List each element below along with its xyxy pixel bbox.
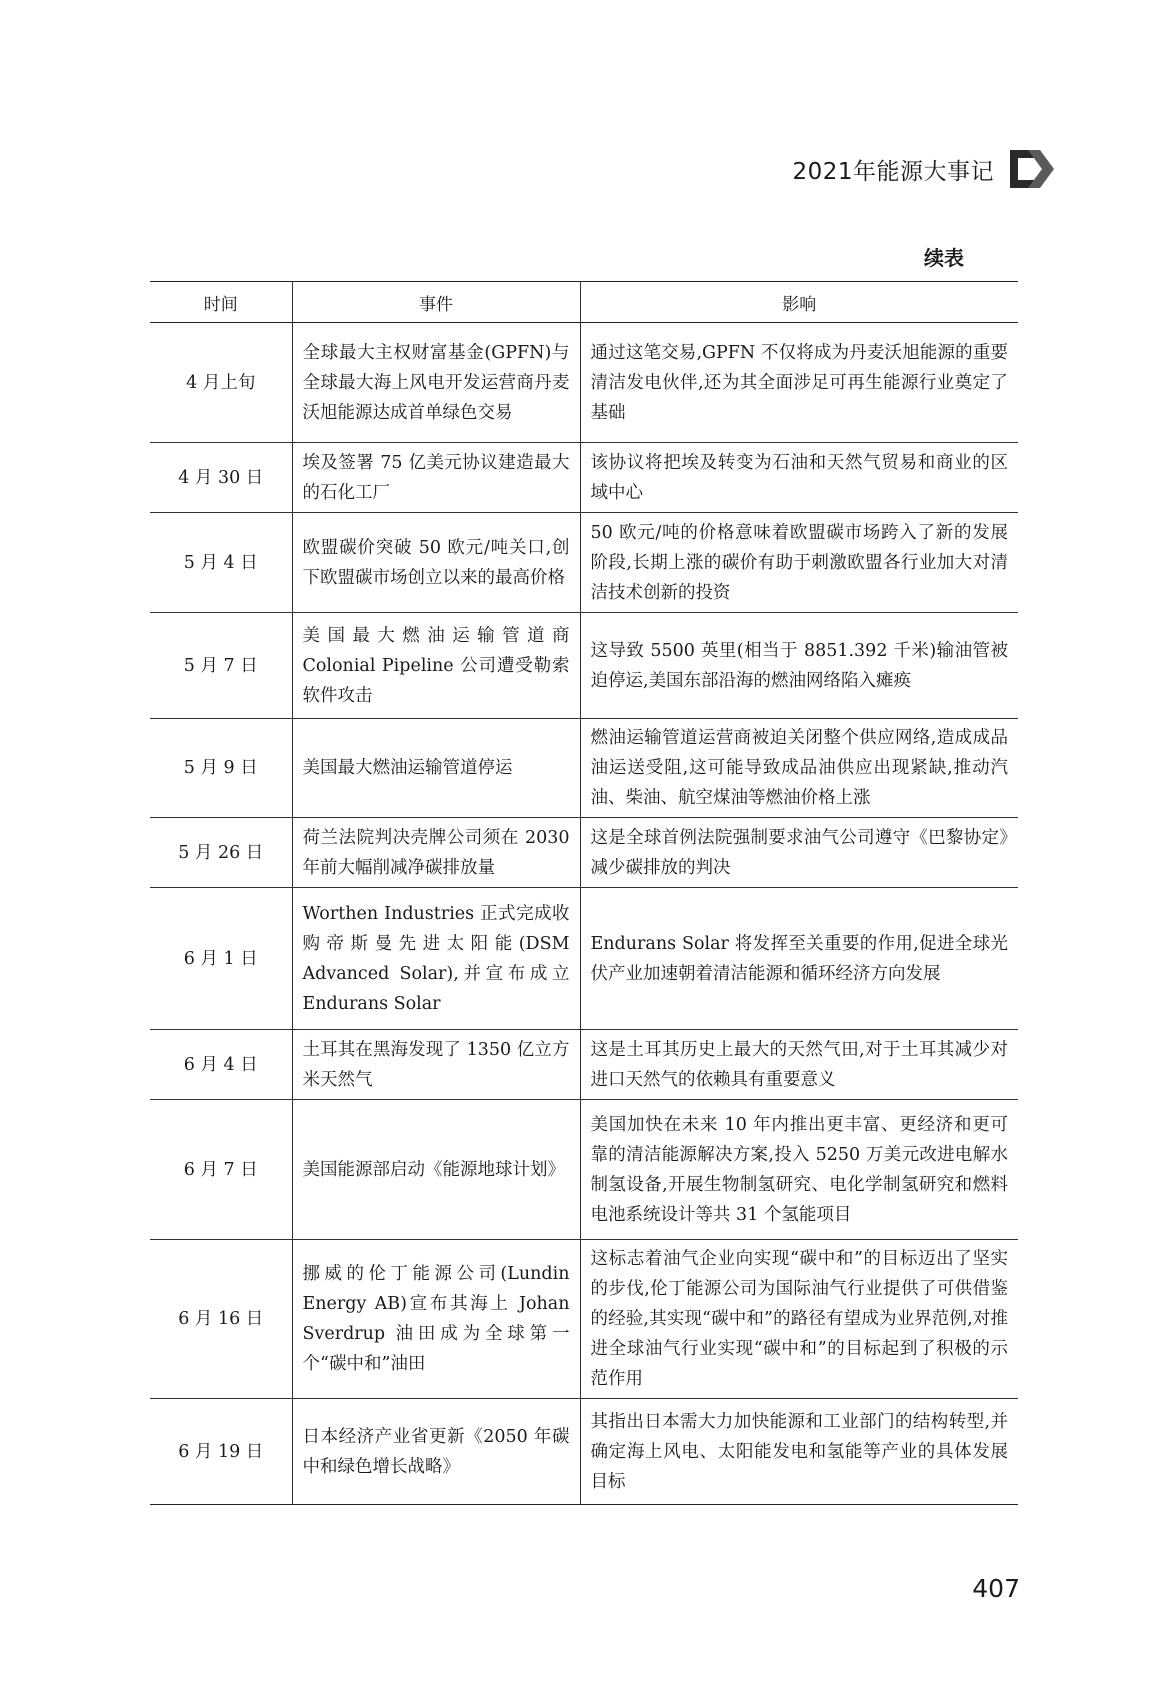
cell-event: 埃及签署 75 亿美元协议建造最大的石化工厂 [292,443,580,513]
cell-impact: Endurans Solar 将发挥至关重要的作用,促进全球光伏产业加速朝着清洁能源和循环经济方向发展 [580,888,1018,1030]
cell-event: 美国最大燃油运输管道商 Colonial Pipeline 公司遭受勒索软件攻击 [292,613,580,719]
cell-impact: 这标志着油气企业向实现“碳中和”的目标迈出了坚实的步伐,伦丁能源公司为国际油气行业提供了可供借鉴的经验,其实现“碳中和”的路径有望成为业界范例,对推进全球油气行业实现“碳中和”的目标起到了积极的示范作用 [580,1240,1018,1399]
table-row [150,1399,1018,1505]
page-number: 407 [972,1574,1020,1603]
cell-event: 荷兰法院判决壳牌公司须在 2030 年前大幅削减净碳排放量 [292,818,580,888]
cell-event: 挪威的伦丁能源公司(Lundin Energy AB)宣布其海上 Johan Sverdrup 油田成为全球第一个“碳中和”油田 [292,1240,580,1399]
table-row [150,1240,1018,1399]
events-table-container [150,281,1018,1505]
running-header-title: 2021年能源大事记 [792,158,994,185]
column-header-event: 事件 [292,282,580,323]
cell-impact: 该协议将把埃及转变为石油和天然气贸易和商业的区域中心 [580,443,1018,513]
cell-time: 6 月 7 日 [150,1100,292,1240]
cell-impact: 其指出日本需大力加快能源和工业部门的结构转型,并确定海上风电、太阳能发电和氢能等产业的具体发展目标 [580,1399,1018,1505]
cell-impact: 50 欧元/吨的价格意味着欧盟碳市场跨入了新的发展阶段,长期上涨的碳价有助于刺激欧盟各行业加大对清洁技术创新的投资 [580,513,1018,613]
cell-time: 4 月 30 日 [150,443,292,513]
events-table [150,281,1018,1505]
cell-time: 5 月 26 日 [150,818,292,888]
cell-event: 日本经济产业省更新《2050 年碳中和绿色增长战略》 [292,1399,580,1505]
running-header [792,146,1056,192]
cell-time: 5 月 7 日 [150,613,292,719]
cell-event: Worthen Industries 正式完成收购帝斯曼先进太阳能(DSM Advanced Solar),并宣布成立 Endurans Solar [292,888,580,1030]
table-row [150,513,1018,613]
cell-impact: 这是土耳其历史上最大的天然气田,对于土耳其减少对进口天然气的依赖具有重要意义 [580,1030,1018,1100]
table-row [150,323,1018,443]
table-row [150,1030,1018,1100]
chevron-arrow-logo-icon [1004,146,1056,192]
cell-time: 5 月 9 日 [150,719,292,818]
cell-event: 美国最大燃油运输管道停运 [292,719,580,818]
table-row [150,613,1018,719]
cell-event: 美国能源部启动《能源地球计划》 [292,1100,580,1240]
table-row [150,1100,1018,1240]
continued-label: 续表 [924,246,964,270]
cell-event: 土耳其在黑海发现了 1350 亿立方米天然气 [292,1030,580,1100]
table-row [150,719,1018,818]
column-header-impact: 影响 [580,282,1018,323]
table-row [150,888,1018,1030]
cell-time: 6 月 1 日 [150,888,292,1030]
table-row [150,443,1018,513]
cell-impact: 这是全球首例法院强制要求油气公司遵守《巴黎协定》减少碳排放的判决 [580,818,1018,888]
cell-impact: 燃油运输管道运营商被迫关闭整个供应网络,造成成品油运送受阻,这可能导致成品油供应出现紧缺,推动汽油、柴油、航空煤油等燃油价格上涨 [580,719,1018,818]
cell-impact: 美国加快在未来 10 年内推出更丰富、更经济和更可靠的清洁能源解决方案,投入 5250 万美元改进电解水制氢设备,开展生物制氢研究、电化学制氢研究和燃料电池系统设计等共 31 个氢能项目 [580,1100,1018,1240]
cell-impact: 这导致 5500 英里(相当于 8851.392 千米)输油管被迫停运,美国东部沿海的燃油网络陷入瘫痪 [580,613,1018,719]
column-header-time: 时间 [150,282,292,323]
cell-time: 5 月 4 日 [150,513,292,613]
table-header-row [150,282,1018,323]
cell-event: 全球最大主权财富基金(GPFN)与全球最大海上风电开发运营商丹麦沃旭能源达成首单绿色交易 [292,323,580,443]
cell-time: 4 月上旬 [150,323,292,443]
cell-time: 6 月 4 日 [150,1030,292,1100]
cell-impact: 通过这笔交易,GPFN 不仅将成为丹麦沃旭能源的重要清洁发电伙伴,还为其全面涉足可再生能源行业奠定了基础 [580,323,1018,443]
cell-time: 6 月 19 日 [150,1399,292,1505]
cell-event: 欧盟碳价突破 50 欧元/吨关口,创下欧盟碳市场创立以来的最高价格 [292,513,580,613]
cell-time: 6 月 16 日 [150,1240,292,1399]
table-row [150,818,1018,888]
